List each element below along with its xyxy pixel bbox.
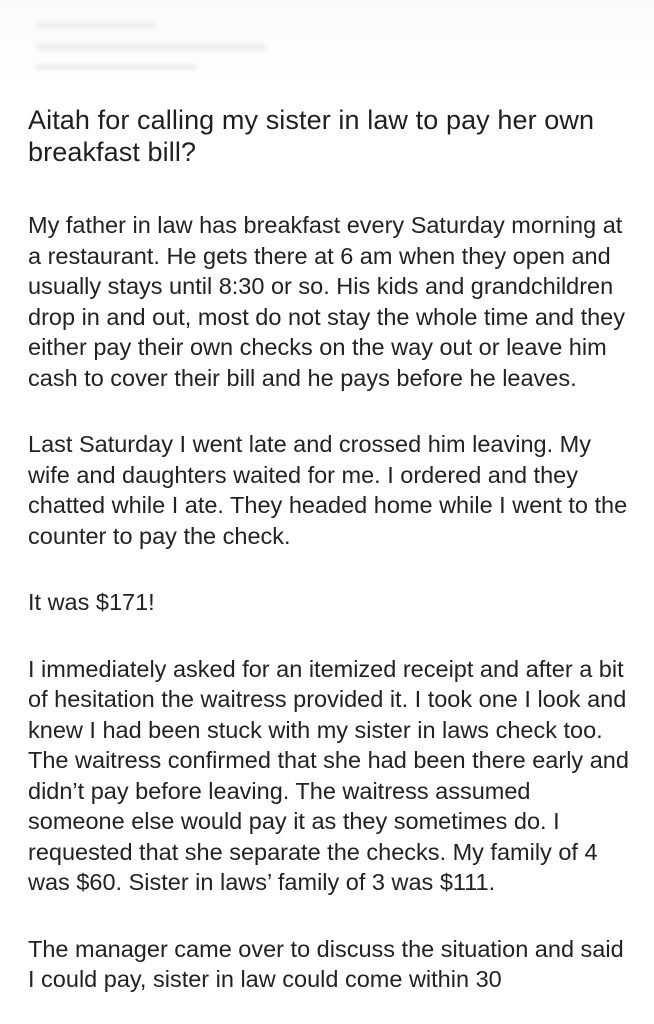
blurred-header-line xyxy=(36,44,266,50)
post xyxy=(28,104,632,1024)
blurred-header-line xyxy=(36,64,196,70)
post-paragraph: The manager came over to discuss the situation and said I could pay, sister in law could come within 30 xyxy=(28,935,624,992)
blurred-header-line xyxy=(36,22,156,28)
post-paragraph: I immediately asked for an itemized receipt and after a bit of hesitation the waitress provided it. I took one I look and knew I had been stuck with my sister in laws check too. The waitress confirmed that she had been there early and didn’t pay before leaving. The waitress assumed someone else would pay it as they sometimes do. I requested that she separate the checks. My family of 4 was $60. Sister in laws’ family of 3 was $111. xyxy=(28,655,629,895)
post-body xyxy=(28,210,632,995)
post-paragraph: My father in law has breakfast every Saturday morning at a restaurant. He gets there at 6 am when they open and usually stays until 8:30 or so. His kids and grandchildren drop in and out, most do not stay the whole time and they either pay their own checks on the way out or leave him cash to cover their bill and he pays before he leaves. xyxy=(28,212,626,391)
post-paragraph: Last Saturday I went late and crossed him leaving. My wife and daughters waited for me. I ordered and they chatted while I ate. They headed home while I went to the counter to pay the check. xyxy=(28,431,628,549)
blurred-header xyxy=(0,0,654,90)
post-title: Aitah for calling my sister in law to pay her own breakfast bill? xyxy=(28,105,595,167)
post-paragraph: It was $171! xyxy=(28,589,155,615)
